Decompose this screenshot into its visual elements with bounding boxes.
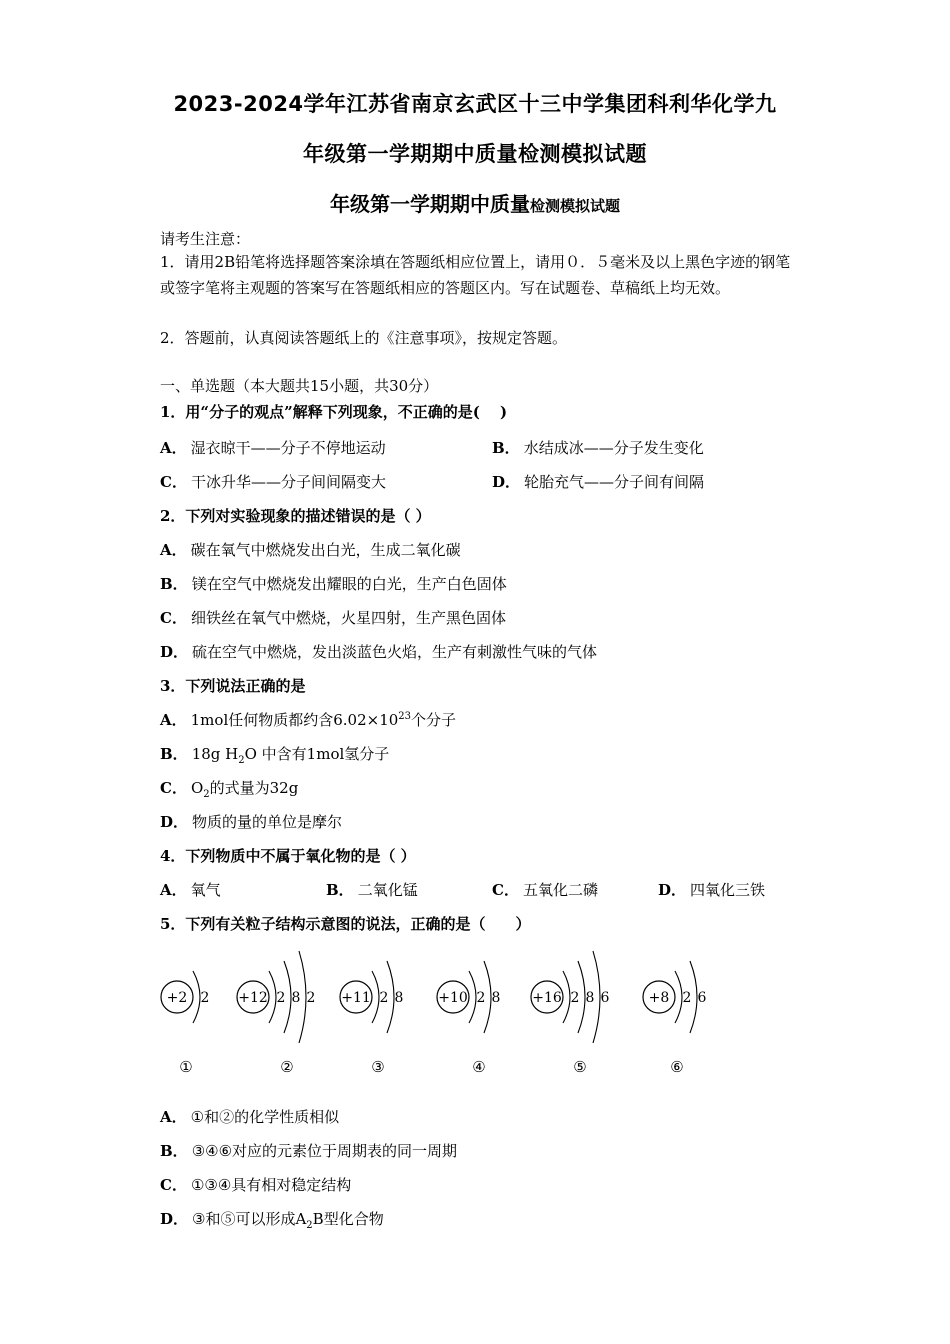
q2-option-a bbox=[160, 539, 461, 560]
nucleus-charge: +8 bbox=[648, 990, 670, 1006]
diagram-label: ⑥ bbox=[670, 1058, 684, 1076]
electron-shell-arc bbox=[193, 971, 200, 1023]
atom-diagram bbox=[437, 961, 500, 1076]
q5-option-c bbox=[160, 1174, 351, 1195]
q5-option-d bbox=[160, 1208, 384, 1231]
option-label: D． bbox=[160, 813, 189, 831]
notice-item-2: 2．答题前，认真阅读答题纸上的《注意事项》，按规定答题。 bbox=[160, 329, 568, 347]
option-label: B． bbox=[326, 881, 354, 899]
option-text: 18g H bbox=[191, 745, 239, 763]
shell-electron-count: 2 bbox=[276, 990, 286, 1006]
option-label: B． bbox=[160, 745, 188, 763]
shell-electron-count: 2 bbox=[682, 990, 692, 1006]
notice-item-1: 1．请用2B铅笔将选择题答案涂填在答题纸相应位置上，请用０．５毫米及以上黑色字迹的钢笔或签字笔将主观题的答案写在答题纸相应的答题区内。写在试题卷、草稿纸上均无效。 bbox=[160, 253, 791, 297]
option-label: C． bbox=[160, 473, 187, 491]
option-text: 湿衣晾干——分子不停地运动 bbox=[190, 439, 386, 457]
exam-subtitle bbox=[0, 188, 950, 217]
option-text: 硫在空气中燃烧，发出淡蓝色火焰，生产有刺激性气味的气体 bbox=[192, 643, 598, 661]
option-text: 五氧化二磷 bbox=[522, 881, 598, 899]
q4-option-b bbox=[326, 879, 418, 900]
nucleus-charge: +10 bbox=[438, 990, 468, 1006]
option-text: 碳在氧气中燃烧发出白光，生成二氧化碳 bbox=[190, 541, 461, 559]
option-text: 水结成冰——分子发生变化 bbox=[523, 439, 704, 457]
q3-option-c bbox=[160, 777, 298, 800]
shell-electron-count: 2 bbox=[570, 990, 580, 1006]
notice-heading: 请考生注意： bbox=[160, 230, 251, 248]
shell-electron-count: 2 bbox=[306, 990, 316, 1006]
option-text: 四氧化三铁 bbox=[690, 881, 766, 899]
q4-option-d bbox=[658, 879, 765, 900]
option-label: B． bbox=[492, 439, 520, 457]
option-label: C． bbox=[492, 881, 519, 899]
diagram-label: ④ bbox=[472, 1058, 486, 1076]
diagram-label: ③ bbox=[371, 1058, 385, 1076]
option-text: ①和②的化学性质相似 bbox=[190, 1108, 340, 1126]
option-label: A． bbox=[160, 541, 187, 559]
shell-electron-count: 8 bbox=[394, 990, 404, 1006]
q4-stem: 4．下列物质中不属于氧化物的是（ ） bbox=[160, 847, 416, 865]
subscript: 2 bbox=[306, 1220, 313, 1231]
diagram-label: ① bbox=[179, 1058, 193, 1076]
option-label: B． bbox=[160, 575, 188, 593]
option-label: A． bbox=[160, 711, 187, 729]
option-text-end: 个分子 bbox=[411, 711, 457, 729]
option-text-end: B型化合物 bbox=[312, 1210, 384, 1228]
atom-diagram bbox=[161, 971, 209, 1076]
nucleus-charge: +16 bbox=[532, 990, 562, 1006]
q1-option-b bbox=[492, 437, 704, 458]
option-label: C． bbox=[160, 1176, 187, 1194]
nucleus-charge: +12 bbox=[238, 990, 268, 1006]
option-text-end: 的式量为32g bbox=[209, 779, 299, 797]
q3-option-a bbox=[160, 709, 456, 730]
atom-diagram bbox=[531, 951, 610, 1076]
option-text: ③和⑤可以形成A bbox=[192, 1210, 307, 1228]
atom-diagram bbox=[643, 961, 707, 1076]
shell-electron-count: 6 bbox=[600, 990, 610, 1006]
option-text-end: O 中含有1mol氢分子 bbox=[244, 745, 390, 763]
nucleus-charge: +2 bbox=[166, 990, 188, 1006]
exam-title-line2: 年级第一学期期中质量检测模拟试题 bbox=[303, 142, 647, 166]
q2-option-b bbox=[160, 573, 507, 594]
atom-diagram bbox=[237, 951, 315, 1076]
option-label: B． bbox=[160, 1142, 188, 1160]
section-heading: 一、单选题（本大题共15小题，共30分） bbox=[160, 377, 439, 395]
q1-option-c bbox=[160, 471, 386, 492]
q4-option-a bbox=[160, 879, 221, 900]
option-text: 轮胎充气——分子间有间隔 bbox=[524, 473, 705, 491]
option-label: C． bbox=[160, 779, 187, 797]
option-label: A． bbox=[160, 881, 187, 899]
q5-option-a bbox=[160, 1106, 339, 1127]
nucleus-charge: +11 bbox=[341, 990, 371, 1006]
subtitle-main: 年级第一学期期中质量 bbox=[329, 192, 530, 216]
subscript: 2 bbox=[238, 755, 245, 766]
atom-structure-diagrams bbox=[0, 940, 950, 1090]
shell-electron-count: 8 bbox=[291, 990, 301, 1006]
shell-electron-count: 2 bbox=[476, 990, 486, 1006]
option-label: D． bbox=[492, 473, 521, 491]
atom-diagram bbox=[340, 961, 403, 1076]
option-text: ③④⑥对应的元素位于周期表的同一周期 bbox=[191, 1142, 458, 1160]
option-text: 1mol任何物质都约含6.02×10 bbox=[190, 711, 399, 729]
q2-option-c bbox=[160, 607, 506, 628]
option-text: 干冰升华——分子间间隔变大 bbox=[190, 473, 386, 491]
electron-shell-arc bbox=[372, 971, 379, 1023]
option-text: ①③④具有相对稳定结构 bbox=[190, 1176, 352, 1194]
option-label: C． bbox=[160, 609, 187, 627]
q3-option-d bbox=[160, 811, 342, 832]
exam-title-line1: 2023-2024学年江苏省南京玄武区十三中学集团科利华化学九 bbox=[173, 92, 777, 116]
electron-shell-arc bbox=[675, 971, 682, 1023]
diagram-label: ② bbox=[280, 1058, 294, 1076]
subscript: 2 bbox=[203, 789, 210, 800]
option-label: D． bbox=[160, 643, 189, 661]
option-text: 镁在空气中燃烧发出耀眼的白光，生产白色固体 bbox=[191, 575, 507, 593]
subtitle-small: 检测模拟试题 bbox=[529, 197, 620, 215]
shell-electron-count: 2 bbox=[379, 990, 389, 1006]
q5-stem: 5．下列有关粒子结构示意图的说法，正确的是（ ） bbox=[160, 915, 531, 933]
option-text: 二氧化锰 bbox=[357, 881, 418, 899]
option-label: D． bbox=[658, 881, 687, 899]
option-label: D． bbox=[160, 1210, 189, 1228]
option-text: 物质的量的单位是摩尔 bbox=[192, 813, 343, 831]
electron-shell-arc bbox=[563, 971, 570, 1023]
q2-option-d bbox=[160, 641, 597, 662]
q1-stem: 1．用“分子的观点”解释下列现象，不正确的是( ) bbox=[160, 403, 508, 421]
electron-shell-arc bbox=[269, 971, 276, 1023]
option-label: A． bbox=[160, 439, 187, 457]
q3-option-b bbox=[160, 743, 389, 766]
q5-option-b bbox=[160, 1140, 457, 1161]
q1-option-d bbox=[492, 471, 704, 492]
exponent: 23 bbox=[398, 711, 412, 722]
q3-stem: 3．下列说法正确的是 bbox=[160, 677, 306, 695]
option-label: A． bbox=[160, 1108, 187, 1126]
electron-shell-arc bbox=[469, 971, 476, 1023]
shell-electron-count: 2 bbox=[200, 990, 210, 1006]
shell-electron-count: 6 bbox=[697, 990, 707, 1006]
option-text: 氧气 bbox=[190, 881, 221, 899]
shell-electron-count: 8 bbox=[585, 990, 595, 1006]
q2-stem: 2．下列对实验现象的描述错误的是（ ） bbox=[160, 507, 431, 525]
option-text: O bbox=[190, 779, 204, 797]
diagram-label: ⑤ bbox=[573, 1058, 587, 1076]
q4-option-c bbox=[492, 879, 598, 900]
option-text: 细铁丝在氧气中燃烧，火星四射，生产黑色固体 bbox=[190, 609, 506, 627]
q1-option-a bbox=[160, 437, 386, 458]
shell-electron-count: 8 bbox=[491, 990, 501, 1006]
